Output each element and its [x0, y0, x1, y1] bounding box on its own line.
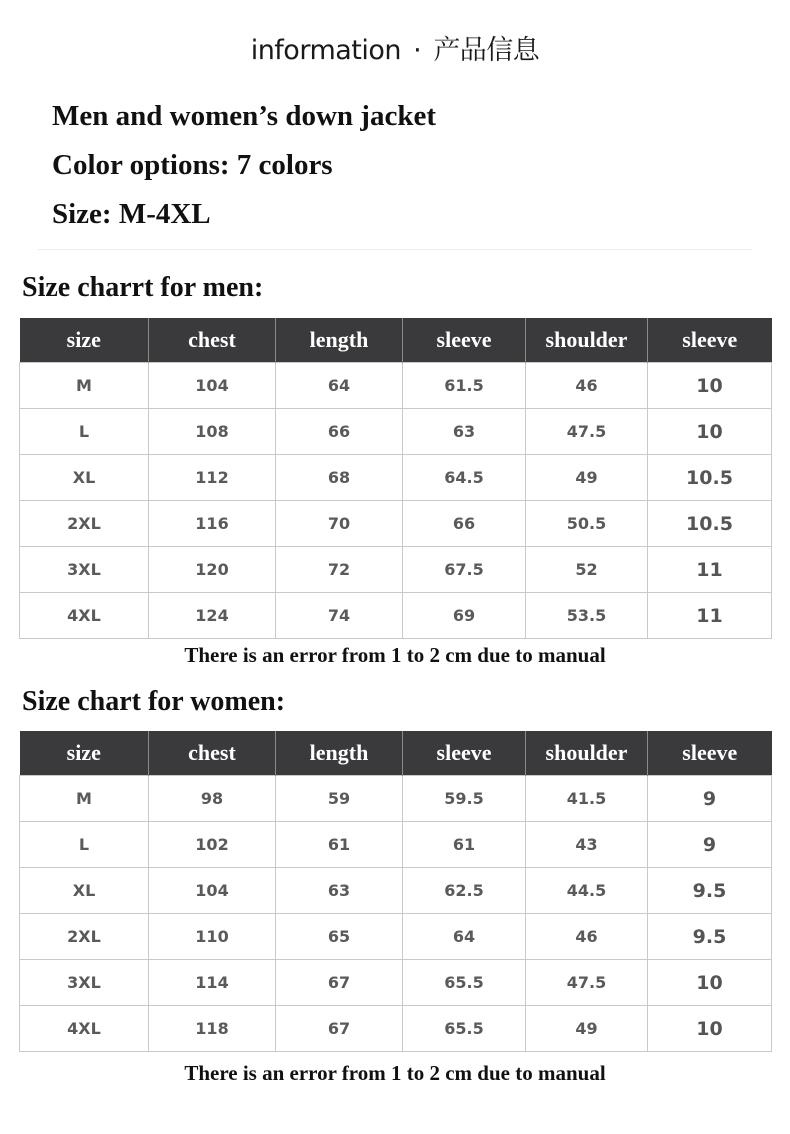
- table-cell: 52: [526, 547, 648, 593]
- table-cell: 59.5: [403, 776, 526, 822]
- table-cell: L: [20, 409, 149, 455]
- table-cell: 63: [403, 409, 526, 455]
- table-row: [20, 776, 772, 822]
- men-col-header: size: [20, 318, 149, 363]
- table-cell: L: [20, 822, 149, 868]
- table-cell: 9.5: [648, 914, 772, 960]
- men-header-row: [20, 318, 772, 363]
- table-row: [20, 547, 772, 593]
- table-cell: 3XL: [20, 547, 149, 593]
- table-cell: 98: [149, 776, 276, 822]
- table-cell: 49: [526, 1006, 648, 1052]
- table-cell: 67.5: [403, 547, 526, 593]
- table-row: [20, 822, 772, 868]
- women-col-header: shoulder: [526, 731, 648, 776]
- table-cell: 10: [648, 960, 772, 1006]
- table-cell: 49: [526, 455, 648, 501]
- table-cell: 104: [149, 363, 276, 409]
- table-cell: 2XL: [20, 914, 149, 960]
- table-cell: 3XL: [20, 960, 149, 1006]
- table-cell: 61.5: [403, 363, 526, 409]
- color-options: Color options: 7 colors: [52, 149, 333, 181]
- table-cell: 112: [149, 455, 276, 501]
- table-cell: 118: [149, 1006, 276, 1052]
- divider: [38, 249, 752, 250]
- women-col-header: sleeve: [648, 731, 772, 776]
- men-chart-title: Size charrt for men:: [22, 272, 264, 303]
- table-cell: 68: [276, 455, 403, 501]
- table-cell: 65.5: [403, 960, 526, 1006]
- table-cell: 11: [648, 547, 772, 593]
- table-cell: 46: [526, 363, 648, 409]
- table-cell: 64: [276, 363, 403, 409]
- table-cell: 120: [149, 547, 276, 593]
- table-cell: 10.5: [648, 455, 772, 501]
- table-cell: 59: [276, 776, 403, 822]
- table-row: [20, 914, 772, 960]
- women-header-row: [20, 731, 772, 776]
- table-cell: 65: [276, 914, 403, 960]
- table-row: [20, 363, 772, 409]
- table-row: [20, 409, 772, 455]
- table-cell: 9: [648, 822, 772, 868]
- women-col-header: length: [276, 731, 403, 776]
- table-cell: 47.5: [526, 960, 648, 1006]
- men-col-header: length: [276, 318, 403, 363]
- table-cell: XL: [20, 455, 149, 501]
- table-cell: 44.5: [526, 868, 648, 914]
- table-cell: M: [20, 776, 149, 822]
- table-cell: 104: [149, 868, 276, 914]
- table-cell: 10: [648, 363, 772, 409]
- table-cell: 65.5: [403, 1006, 526, 1052]
- table-cell: 4XL: [20, 593, 149, 639]
- men-col-header: sleeve: [403, 318, 526, 363]
- table-cell: 41.5: [526, 776, 648, 822]
- table-cell: 10.5: [648, 501, 772, 547]
- table-row: [20, 960, 772, 1006]
- size-range: Size: M-4XL: [52, 198, 211, 230]
- table-cell: 43: [526, 822, 648, 868]
- header-english: information: [250, 35, 402, 66]
- table-cell: 114: [149, 960, 276, 1006]
- table-cell: 64: [403, 914, 526, 960]
- table-cell: 53.5: [526, 593, 648, 639]
- women-col-header: sleeve: [403, 731, 526, 776]
- table-cell: 46: [526, 914, 648, 960]
- table-cell: 69: [403, 593, 526, 639]
- table-row: [20, 593, 772, 639]
- men-col-header: shoulder: [526, 318, 648, 363]
- table-row: [20, 868, 772, 914]
- table-cell: 108: [149, 409, 276, 455]
- header-chinese: 产品信息: [433, 35, 540, 66]
- men-error-note: There is an error from 1 to 2 cm due to manual: [184, 643, 606, 667]
- table-cell: 61: [276, 822, 403, 868]
- table-cell: 116: [149, 501, 276, 547]
- table-cell: 124: [149, 593, 276, 639]
- table-cell: 66: [403, 501, 526, 547]
- table-cell: 102: [149, 822, 276, 868]
- table-cell: 4XL: [20, 1006, 149, 1052]
- table-cell: 10: [648, 409, 772, 455]
- women-col-header: size: [20, 731, 149, 776]
- table-cell: 64.5: [403, 455, 526, 501]
- table-cell: 67: [276, 1006, 403, 1052]
- table-cell: 74: [276, 593, 403, 639]
- men-col-header: chest: [149, 318, 276, 363]
- table-cell: 67: [276, 960, 403, 1006]
- table-cell: M: [20, 363, 149, 409]
- men-col-header: sleeve: [648, 318, 772, 363]
- table-row: [20, 501, 772, 547]
- table-cell: 47.5: [526, 409, 648, 455]
- table-cell: 61: [403, 822, 526, 868]
- table-cell: 70: [276, 501, 403, 547]
- table-row: [20, 1006, 772, 1052]
- table-cell: 9: [648, 776, 772, 822]
- table-cell: XL: [20, 868, 149, 914]
- header-dot: ·: [413, 35, 422, 66]
- table-cell: 2XL: [20, 501, 149, 547]
- table-cell: 50.5: [526, 501, 648, 547]
- table-cell: 62.5: [403, 868, 526, 914]
- product-info: [52, 92, 436, 239]
- table-cell: 11: [648, 593, 772, 639]
- table-cell: 10: [648, 1006, 772, 1052]
- product-name: Men and women’s down jacket: [52, 100, 436, 132]
- page-header: [0, 28, 790, 67]
- table-cell: 66: [276, 409, 403, 455]
- table-cell: 110: [149, 914, 276, 960]
- table-cell: 72: [276, 547, 403, 593]
- table-row: [20, 455, 772, 501]
- women-col-header: chest: [149, 731, 276, 776]
- table-cell: 63: [276, 868, 403, 914]
- men-size-table: [19, 318, 772, 639]
- women-chart-title: Size chart for women:: [22, 686, 286, 717]
- women-size-table: [19, 731, 772, 1052]
- table-cell: 9.5: [648, 868, 772, 914]
- women-error-note: There is an error from 1 to 2 cm due to manual: [184, 1061, 606, 1085]
